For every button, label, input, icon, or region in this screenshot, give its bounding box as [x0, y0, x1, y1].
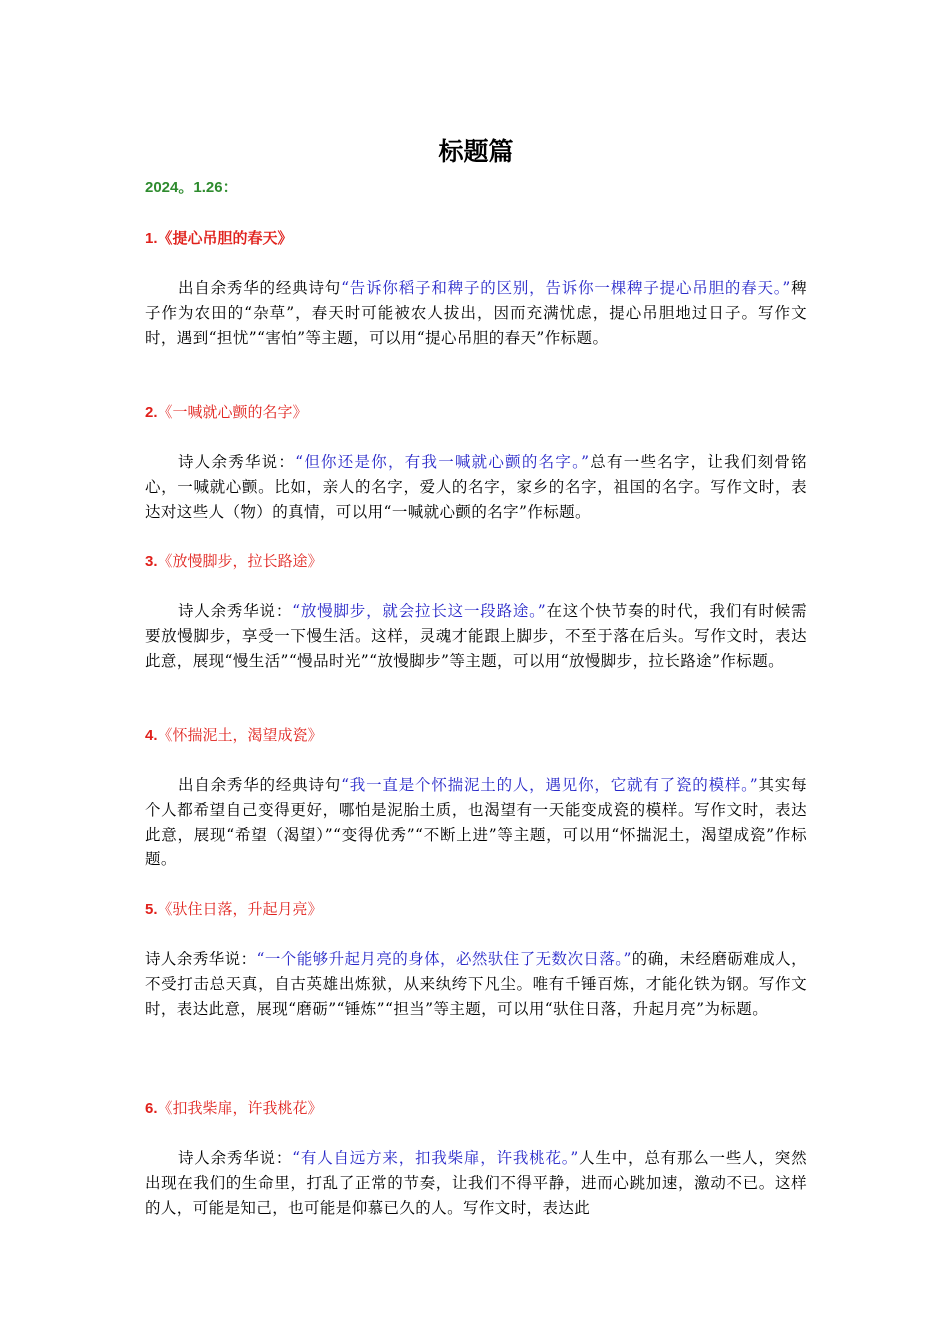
poem-quote: “告诉你稻子和稗子的区别，告诉你一棵稗子提心吊胆的春天。”: [341, 279, 791, 297]
section-number: 5.: [145, 901, 158, 918]
poem-quote: “我一直是个怀揣泥土的人，遇见你，它就有了瓷的模样。”: [341, 776, 759, 794]
paragraph-body: 总有一些名字，让我们刻骨铭心，一喊就心颤。比如，亲人的名字，爱人的名字，家乡的名字，祖国的名字。写作文时，表达对这些人（物）的真情，可以用“一喊就心颤的名字”作标题。: [145, 453, 807, 521]
section-number: 1.: [145, 230, 158, 247]
section-number: 4.: [145, 727, 158, 744]
poem-quote: “有人自远方来，扣我柴扉，许我桃花。”: [292, 1149, 579, 1167]
section-title: 《怀揣泥土，渴望成瓷》: [157, 726, 323, 744]
section-4-heading: [145, 723, 323, 748]
section-title: 《放慢脚步，拉长路途》: [157, 552, 323, 570]
date-line: 2024。1.26：: [145, 179, 238, 196]
section-number: 3.: [145, 553, 158, 570]
section-5-paragraph: [145, 947, 807, 1021]
paragraph-lead: 出自余秀华的经典诗句: [178, 776, 342, 794]
paragraph-body: 其实每个人都希望自己变得更好，哪怕是泥胎土质，也渴望有一天能变成瓷的模样。写作文时，表达此意，展现“希望（渴望）”“变得优秀”“不断上进”等主题，可以用“怀揣泥土，渴望成瓷”作标题。: [145, 776, 807, 869]
section-title: 《扣我柴扉，许我桃花》: [157, 1099, 323, 1117]
page-title: 标题篇: [438, 137, 514, 166]
poem-quote: “一个能够升起月亮的身体，必然驮住了无数次日落。”: [256, 950, 632, 968]
paragraph-lead: 诗人余秀华说：: [178, 602, 293, 620]
poem-quote: “但你还是你，有我一喊就心颤的名字。”: [295, 453, 590, 471]
section-4-paragraph: [145, 773, 807, 872]
section-title: 《提心吊胆的春天》: [157, 229, 293, 247]
paragraph-body: 人生中，总有那么一些人，突然出现在我们的生命里，打乱了正常的节奏，让我们不得平静，进而心跳加速，激动不已。这样的人，可能是知己，也可能是仰慕已久的人。写作文时，表达此: [145, 1149, 807, 1217]
paragraph-lead: 诗人余秀华说：: [178, 453, 296, 471]
section-2-paragraph: [145, 450, 807, 524]
section-number: 6.: [145, 1100, 158, 1117]
section-1-heading: [145, 226, 293, 251]
section-5-heading: [145, 897, 323, 922]
paragraph-lead: 出自余秀华的经典诗句: [178, 279, 342, 297]
section-2-heading: [145, 400, 308, 425]
section-3-paragraph: [145, 599, 807, 673]
paragraph-lead: 诗人余秀华说：: [145, 950, 257, 968]
paragraph-body: 的确，未经磨砺难成人，不受打击总天真，自古英雄出炼狱，从来纨绔下凡尘。唯有千锤百炼，才能化铁为钢。写作文时，表达此意，展现“磨砺”“锤炼”“担当”等主题，可以用“驮住日落，升起月亮”为标题。: [145, 950, 807, 1018]
paragraph-body: 在这个快节奏的时代，我们有时候需要放慢脚步，享受一下慢生活。这样，灵魂才能跟上脚步，不至于落在后头。写作文时，表达此意，展现“慢生活”“慢品时光”“放慢脚步”等主题，可以用“放慢脚步，拉长路途”作标题。: [145, 602, 807, 670]
section-title: 《一喊就心颤的名字》: [157, 403, 308, 421]
section-6-heading: [145, 1096, 323, 1121]
section-number: 2.: [145, 404, 158, 421]
section-title: 《驮住日落，升起月亮》: [157, 900, 323, 918]
paragraph-lead: 诗人余秀华说：: [178, 1149, 293, 1167]
section-3-heading: [145, 549, 323, 574]
section-6-paragraph: [145, 1146, 807, 1220]
section-1-paragraph: [145, 276, 807, 350]
paragraph-body: 稗子作为农田的“杂草”，春天时可能被农人拔出，因而充满忧虑，提心吊胆地过日子。写作文时，遇到“担忧”“害怕”等主题，可以用“提心吊胆的春天”作标题。: [145, 279, 807, 347]
poem-quote: “放慢脚步，就会拉长这一段路途。”: [292, 602, 547, 620]
